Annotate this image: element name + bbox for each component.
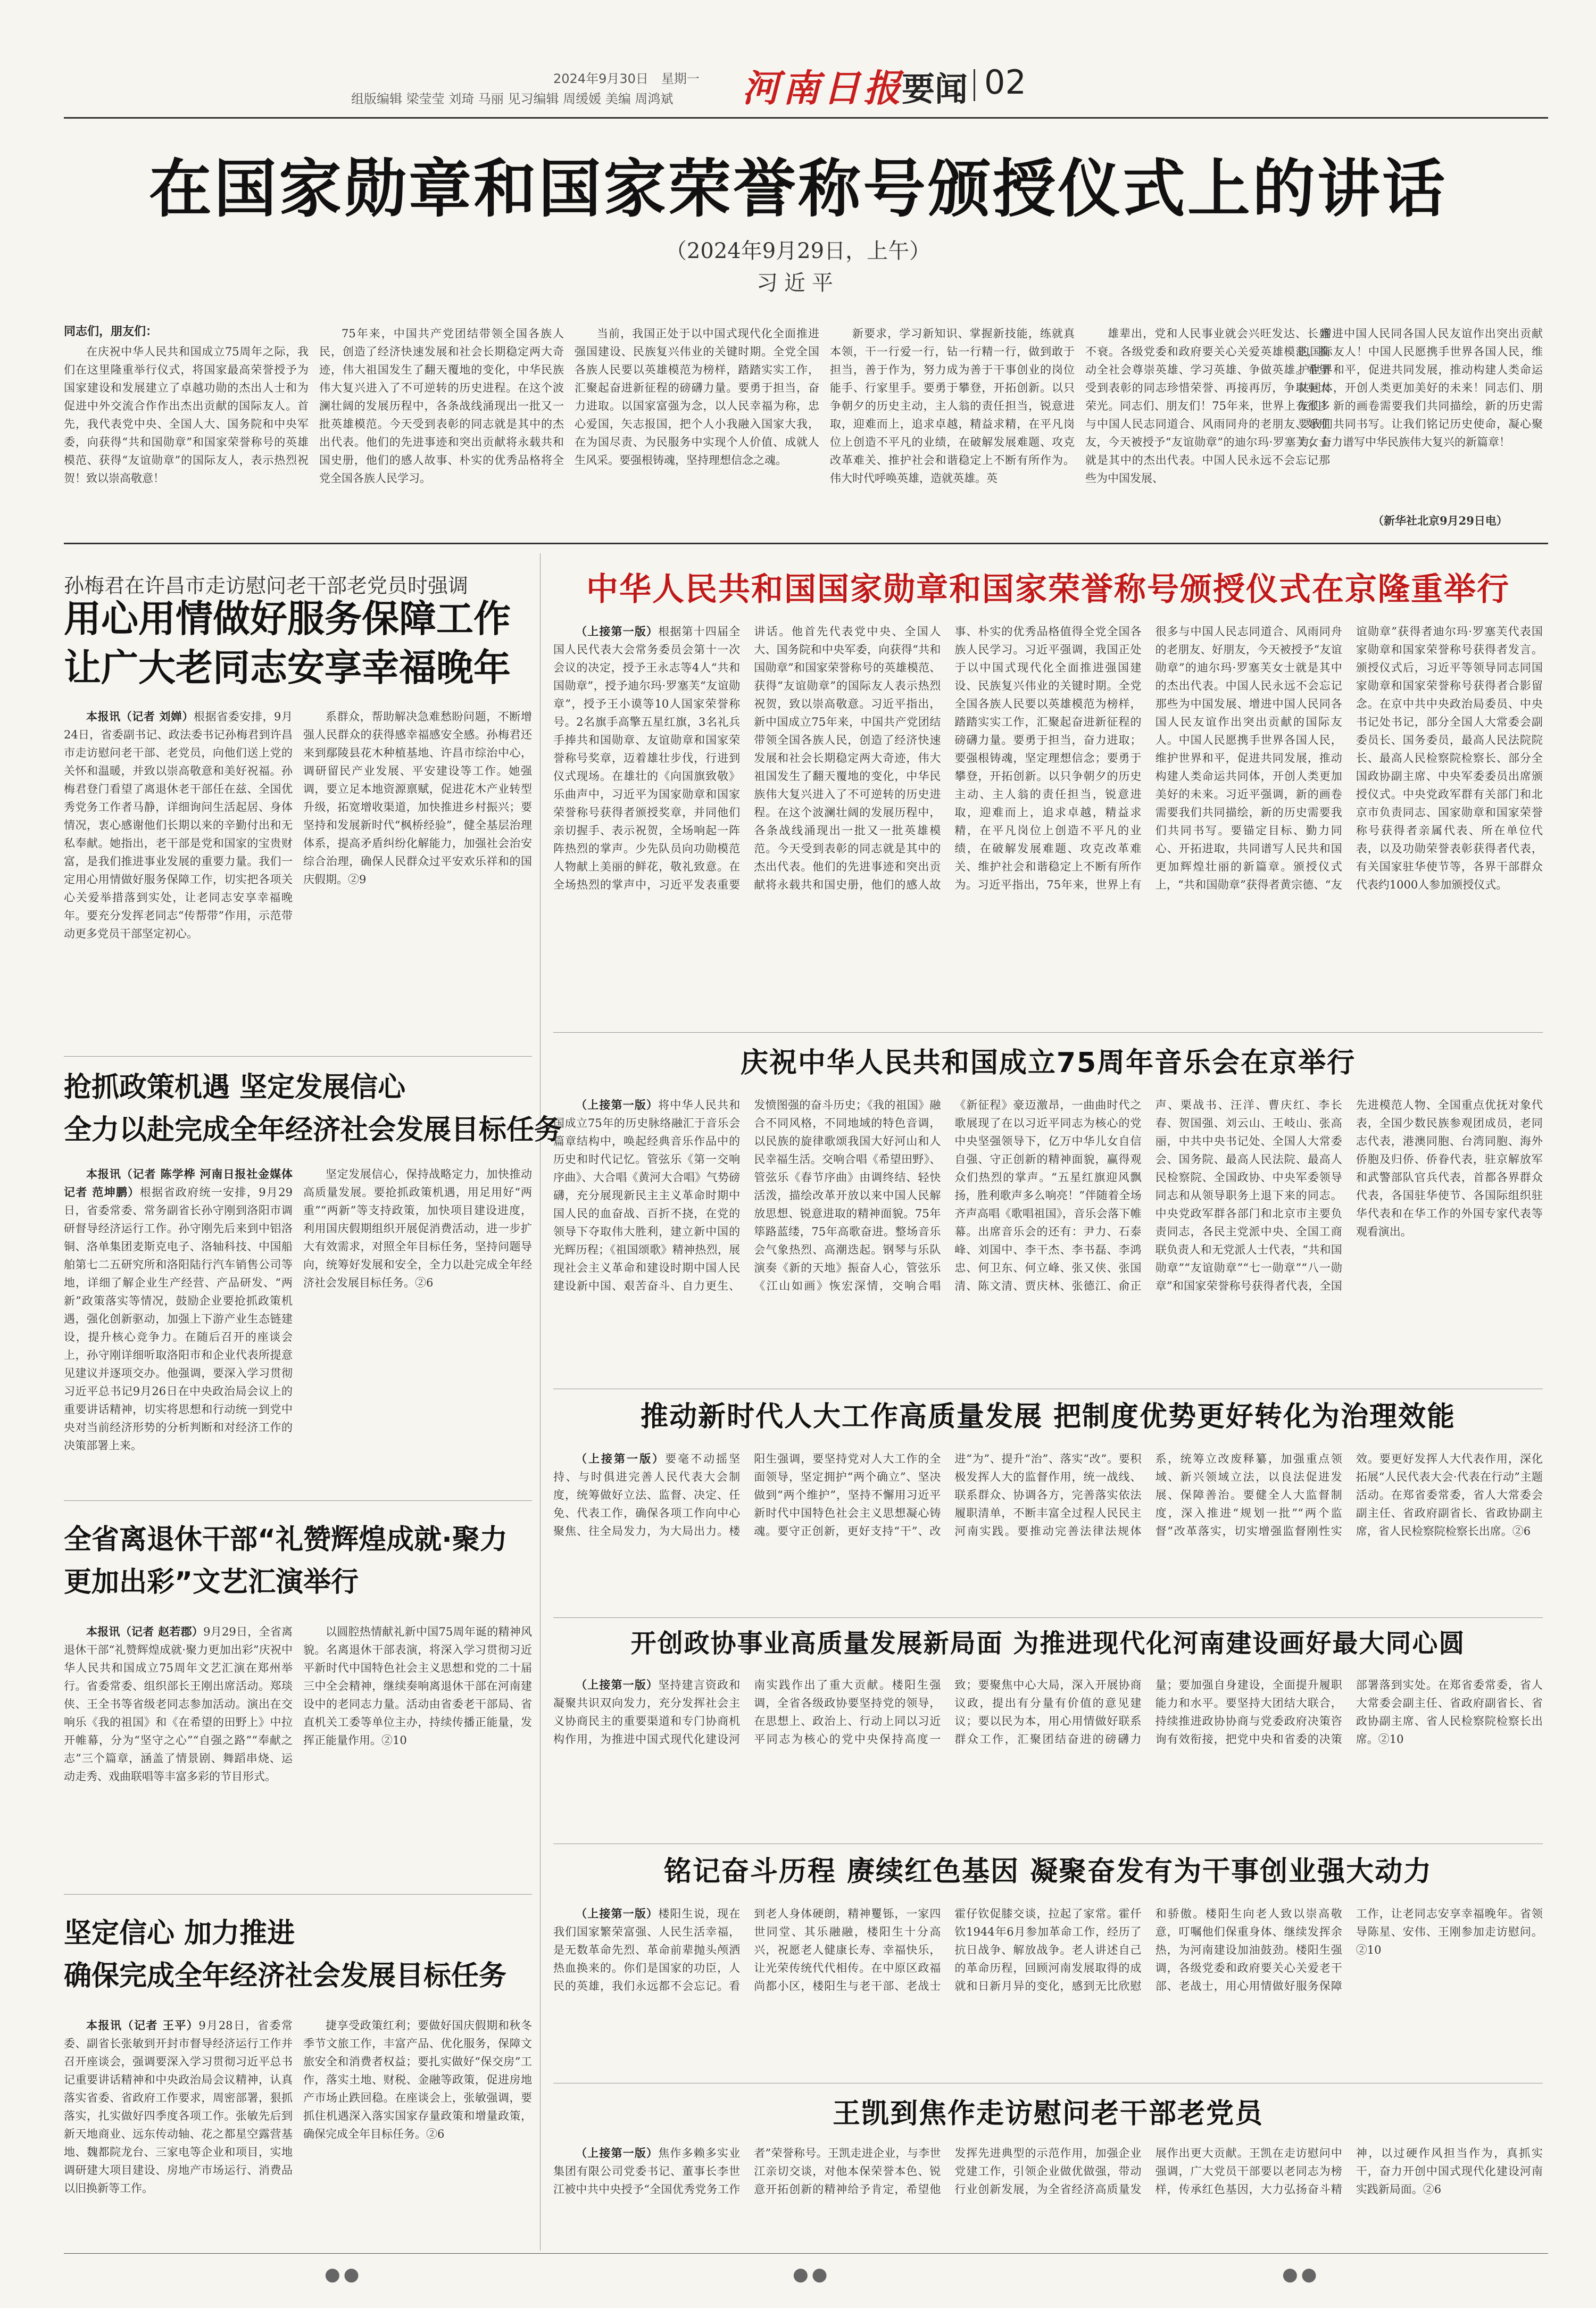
- lead-column-4: 新要求，学习新知识、掌握新技能，练就真本领，干一行爱一行，钻一行精一行，做到敢于担当，善于作为，努力成为善于干事创业的岗位能手、行家里手。要勇于攀登，开拓创新。以只争朝夕的历史主动，主人翁的责任担当，锐意进取，迎难而上，追求卓越，精益求精，在平凡岗位上创造不平凡的业绩，在破解发展难题、攻克改革难关、推护社会和谐稳定上不断有所作为。伟大时代呼唤英雄，造就英雄。英: [830, 327, 1075, 485]
- right4-headline: 开创政协事业高质量发展新局面 为推进现代化河南建设画好最大同心圆: [630, 1629, 1466, 1658]
- right5-text: 楼阳生说，现在我们国家繁荣富强、人民生活幸福，是无数革命先烈、革命前辈抛头颅洒热血换来的。你们是国家的功臣，人民的英雄，我们永远都不会忘记。看到老人身体硬朗，精神矍铄，一家四世同堂、其乐融融，楼阳生十分高兴，祝愿老人健康长寿、幸福快乐，让光荣传统代代相传。在中原区政福尚都小区，楼阳生与老干部、老战士霍仔钦促膝交谈，拉起了家常。霍仟钦1944年6月参加革命工作，经历了抗日战争、解放战争。老人讲述自己的革命历程，回顾河南发展取得的成就和日新月异的变化，感到无比欣慰和骄傲。楼阳生向老人致以崇高敬意，叮嘱他们保重身体、继续发挥余热，为河南建设加油鼓劲。楼阳生强调，各级党委和政府要关心关爱老干部、老战士，用心用情做好服务保障工作，让老同志安享幸福晚年。省领导陈星、安伟、王刚参加走访慰问。②10: [553, 1907, 1543, 1992]
- masthead-divider: [974, 69, 975, 101]
- page-column-divider: [540, 553, 541, 2251]
- page-number: 02: [984, 63, 1026, 102]
- left2-headline-1: 抢抓政策机遇 坚定发展信心: [64, 1072, 406, 1103]
- right5-body: [553, 1905, 1543, 2080]
- right5-dateline: （上接第一版）: [576, 1907, 659, 1920]
- right2-headline: 庆祝中华人民共和国成立75周年音乐会在京举行: [740, 1047, 1356, 1079]
- lead-date: （2024年9月29日，上午）: [665, 239, 931, 263]
- left1-bottom-rule: [64, 1056, 532, 1057]
- right4-text: 坚持建言资政和凝聚共识双向发力，充分发挥社会主义协商民主的重要渠道和专门协商机构作用，为推进中国式现代化建设河南实践作出了重大贡献。楼阳生强调，全省各级政协要坚持党的领导，在思想上、政治上、行动上同以习近平同志为核心的党中央保持高度一致；要聚焦中心大局，深入开展协商议政，提出有分量有价值的意见建议；要以民为本，用心用情做好联系群众工作，汇聚团结奋进的磅礴力量；要加强自身建设，全面提升履职能力和水平。要坚持大团结大联合，持续推进政协协商与党委政府决策咨询有效衔接，把党中央和省委的决策部署落到实处。在郑省委常委，省人大常委会副主任、省政府副省长、省政协副主席、省人民检察院检察长出席。②10: [553, 1679, 1543, 1746]
- right1-text: 根据第十四届全国人民代表大会常务委员会第十一次会议的决定，授予王永志等4人“共和国勋章”，授予迪尔玛·罗塞芙“友谊勋章”，授予王小谟等10人国家荣誉称号。2名旗手高擎五星红旗，3名礼兵手捧共和国勋章、友谊勋章和国家荣誉称号奖章，迈着雄壮步伐，行进到仪式现场。在雄壮的《向国旗致敬》乐曲声中，习近平为国家勋章和国家荣誉称号获得者颁授奖章，并同他们亲切握手、表示祝贺，全场响起一阵阵热烈的掌声。少先队员向功勋模范人物献上美丽的鲜花，敬礼致意。在全场热烈的掌声中，习近平发表重要讲话。他首先代表党中央、全国人大、国务院和中央军委，向获得“共和国勋章”和国家荣誉称号的英雄模范、获得“友谊勋章”的国际友人表示热烈祝贺，致以崇高敬意。习近平指出，新中国成立75年来，中国共产党团结带领全国各族人民，创造了经济快速发展和社会长期稳定两大奇迹，伟大祖国发生了翻天覆地的变化，中华民族伟大复兴进入了不可逆转的历史进程。在这个波澜壮阔的发展历程中，各条战线涌现出一批又一批英雄模范。今天受到表彰的同志就是其中的杰出代表。他们的先进事迹和突出贡献将永载共和国史册，他们的感人故事、朴实的优秀品格值得全党全国各族人民学习。习近平强调，我国正处于以中国式现代化全面推进强国建设、民族复兴伟业的关键时期。全党全国各族人民要以英雄模范为榜样，踏踏实实工作，汇聚起奋进新征程的磅礴力量。要勇于担当，奋力进取；要强根铸魂，坚定理想信念；要勇于攀登，开拓创新。以只争朝夕的历史主动、主人翁的责任担当，锐意进取，迎难而上，追求卓越，精益求精，在平凡岗位上创造不平凡的业绩，在破解发展难题、攻克改革难关、维护社会和谐稳定上不断有所作为。习近平指出，75年来，世界上有很多与中国人民志同道合、风雨同舟的老朋友、好朋友，今天被授予“友谊勋章”的迪尔玛·罗塞芙女士就是其中的杰出代表。中国人民永远不会忘记那些为中国发展、增进中国人民同各国人民友谊作出突出贡献的国际友人。中国人民愿携手世界各国人民，维护世界和平，促进共同发展，推动构建人类命运共同体，开创人类更加美好的未来。习近平强调，新的画卷需要我们共同描绘，新的历史需要我们共同书写。要锚定目标、勤力同心、开拓进取，共同谱写人民共和国更加辉煌壮丽的新篇章。颁授仪式上，“共和国勋章”获得者黄宗德、“友谊勋章”获得者迪尔玛·罗塞芙代表国家勋章和国家荣誉称号获得者发言。颁授仪式后，习近平等领导同志同国家勋章和国家荣誉称号获得者合影留念。在京中共中央政治局委员、中央书记处书记，部分全国人大常委会副委员长、国务委员，最高人民法院院长、最高人民检察院检察长、部分全国政协副主席、中央军委委员出席颁授仪式。中央党政军群有关部门和北京市负责同志、国家勋章和国家荣誉称号获得者亲属代表、所在单位代表，以及功勋荣誉表彰获得者代表，有关国家驻华使节等，各界干部群众代表约1000人参加颁授仪式。: [553, 625, 1543, 891]
- left4-dateline: 本报讯（记者 王平）: [86, 2019, 199, 2032]
- right2-text: 将中华人民共和国成立75年的历史脉络融汇于音乐会篇章结构中，唤起经典音乐作品中的历史和时代记忆。管弦乐《第一交响序曲》、大合唱《黄河大合唱》气势磅礴，充分展现新民主主义革命时期中国人民的血奋战、百折不挠，在党的领导下夺取伟大胜利，建立新中国的光辉历程；《祖国颂歌》精神热烈，展现社会主义革命和建设时期中国人民建设新中国、艰苦奋斗、自力更生、发愤图强的奋斗历史；《我的祖国》融合不同风格，不同地域的特色音调，以民族的旋律歌颂我国大好河山和人民幸福生活。交响合唱《希望田野》、管弦乐《春节序曲》由调终结、轻快活泼，描绘改革开放以来中国人民解放思想、锐意进取的精神面貌。75年筚路蓝缕，75年高歌奋进。整场音乐会气象热烈、高潮迭起。钢琴与乐队演奏《新的天地》振奋人心，管弦乐《江山如画》恢宏深情，交响合唱《新征程》豪迈激昂，一曲曲时代之歌展现了在以习近平同志为核心的党中央坚强领导下，亿万中华儿女自信自强、守正创新的精神面貌，赢得观众们热烈的掌声。“五星红旗迎风飘扬，胜利歌声多么响亮！”伴随着全场齐声高唱《歌唱祖国》，音乐会落下帷幕。出席音乐会的还有：尹力、石泰峰、刘国中、李干杰、李书磊、李鸿忠、何卫东、何立峰、张又侠、张国清、陈文清、贾庆林、张德江、俞正声、栗战书、汪洋、曹庆红、李长春、贺国强、刘云山、王岐山、张高丽，中共中央书记处、全国人大常委会、国务院、最高人民法院、最高人民检察院、全国政协、中央军委领导同志和从领导职务上退下来的同志。中央党政军群各部门和北京市主要负责同志，各民主党派中央、全国工商联负责人和无党派人士代表，“共和国勋章”“友谊勋章”“七一勋章”“八一勋章”和国家荣誉称号获得者代表，全国先进模范人物、全国重点优抚对象代表，全国少数民族参观团成员，老同志代表，港澳同胞、台湾同胞、海外侨胞及归侨、侨眷代表，驻京解放军和武警部队官兵代表，首都各界群众代表，各国驻华使节、各国际组织驻华代表和在华工作的外国专家代表等观看演出。: [553, 1099, 1543, 1292]
- left3-body-2: 以圆腔热情献礼新中国75周年诞的精神风貌。名离退休干部表演，将深入学习贯彻习近平新时代中国特色社会主义思想和党的二十届三中全会精神，继续奏响离退休干部在河南建设中的老同志力量。活动由省委老干部局、省直机关工委等单位主办，持续传播正能量，发挥正能量作用。②10: [303, 1625, 532, 1747]
- right2-dateline: （上接第一版）: [576, 1098, 659, 1111]
- right3-bottom-rule: [553, 1617, 1543, 1618]
- left4-body-2: 捷享受政策红利；要做好国庆假期和秋冬季节文旅工作，丰富产品、优化服务，保障文旅安全和消费者权益；要扎实做好“保交房”工作，落实土地、财税、金融等政策，促进房地产市场止跌回稳。在座谈会上，张敏强调，要抓住机遇深入落实国家存量政策和增量政策，确保完成全年目标任务。②6: [303, 2019, 532, 2140]
- lead-column-5: 雄辈出，党和人民事业就会兴旺发达、长盛不衰。各级党委和政府要关心关爱英雄模范，推动全社会尊崇英雄、学习英雄、争做英雄。希望受到表彰的同志珍惜荣誉、再接再厉，争取更大荣光。同志们、朋友们！75年来，世界上有很多与中国人民志同道合、风雨同舟的老朋友、好朋友，今天被授予“友谊勋章”的迪尔玛·罗塞芙女士就是其中的杰出代表。中国人民永远不会忘记那些为中国发展、: [1085, 327, 1330, 485]
- left2-body-1: [64, 1165, 293, 1490]
- lead-column-2: 75年来，中国共产党团结带领全国各族人民，创造了经济快速发展和社会长期稳定两大奇迹，伟大祖国发生了翻天覆地的变化，中华民族伟大复兴进入了不可逆转的历史进程。在这个波澜壮阔的发展历程中，各条战线涌现出一批又一批英雄模范。今天受到表彰的同志就是其中的杰出代表。他们的先进事迹和突出贡献将永载共和国史册，他们的感人故事、朴实的优秀品格将全党全国各族人民学习。: [319, 327, 564, 485]
- left1-headline-2: 让广大老同志安享幸福晚年: [64, 646, 511, 690]
- left1-dateline: 本报讯（记者 刘婵）: [86, 710, 194, 723]
- left2-bottom-rule: [64, 1500, 532, 1501]
- left3-headline-1: 全省离退休干部“礼赞辉煌成就·聚力: [64, 1524, 508, 1556]
- right3-dateline: （上接第一版）: [576, 1452, 666, 1465]
- left2-text-1: 根据省政府统一安排，9月29日，省委常委、常务副省长孙守刚到洛阳市调研督导经济运行工作。孙守刚先后来到中铝洛铜、洛单集团麦斯克电子、洛轴科技、中国船舶第七二五研究所和洛阳陆行汽车销售公司等地，详细了解企业生产经营、产品研发、“两新”政策落实等情况，鼓励企业要抢抓政策机遇，强化创新驱动，加强上下游产业生态链建设，提升核心竞争力。在随后召开的座谈会上，孙守刚详细听取洛阳市和企业代表所提意见建议并逐项交办。他强调，要深入学习贯彻习近平总书记9月26日在中央政治局会议上的重要讲话精神，切实将思想和行动统一到党中央对当前经济形势的分析判断和对经济工作的决策部署上来。: [64, 1186, 293, 1452]
- lead-bottom-rule: [64, 543, 1548, 544]
- right1-body: [553, 622, 1543, 1027]
- right6-body: [553, 2144, 1543, 2240]
- right6-text: 焦作多赖多实业集团有限公司党委书记、董事长李世江被中共中央授予“全国优秀党务工作者”荣誉称号。王凯走进企业，与李世江亲切交谈，对他本保荣誉本色、锐意开拓创新的精神给予肯定，希望他发挥先进典型的示范作用，加强企业党建工作，引领企业做优做强，带动行业创新发展，为全省经济高质量发展作出更大贡献。王凯在走访慰问中强调，广大党员干部要以老同志为榜样，传承红色基因，大力弘扬奋斗精神，以过硬作风担当作为，真抓实干，奋力开创中国式现代化建设河南实践新局面。②6: [553, 2147, 1543, 2196]
- right1-dateline: （上接第一版）: [576, 625, 659, 638]
- left1-kicker: 孙梅君在许昌市走访慰问老干部老党员时强调: [64, 574, 469, 597]
- lead-column-3: 当前，我国正处于以中国式现代化全面推进强国建设、民族复兴伟业的关键时期。全党全国各族人民要以英雄模范为榜样，踏踏实实工作，汇聚起奋进新征程的磅礴力量。要勇于担当，奋力进取。以国家富强为念，以人民幸福为称，忠心爱国，矢志报国，把个人小我融入国家大我，在为国尽责、为民服务中实现个人价值、成就人生风采。要强根铸魂，坚持理想信念之魂。: [575, 327, 819, 467]
- lead-greeting: 同志们，朋友们：: [64, 325, 158, 338]
- masthead-rule: [64, 117, 1548, 119]
- footer-rule: [64, 2253, 1548, 2254]
- right2-body: [553, 1096, 1543, 1383]
- right3-headline: 推动新时代人大工作高质量发展 把制度优势更好转化为治理效能: [640, 1401, 1456, 1433]
- left4-text-1: 9月28日，省委常委、副省长张敏到开封市督导经济运行工作并召开座谈会，强调要深入学习贯彻习近平总书记重要讲话精神和中央政治局会议精神，认真落实省委、省政府工作要求，周密部署，狠抓落实，扎实做好四季度各项工作。张敏先后到新天地商业、远东传动轴、花之都星空露营基地、魏都院龙台、三家电等企业和项目，实地调研建大项目建设、房地产市场运行、消费品以旧换新等工作。: [64, 2019, 293, 2195]
- editor-credits: 组版编辑 梁莹莹 刘琦 马丽 见习编辑 周缓媛 美编 周鸿斌: [351, 92, 674, 106]
- left2-headline-2: 全力以赴完成全年经济社会发展目标任务: [64, 1114, 562, 1146]
- right1-headline: 中华人民共和国国家勋章和国家荣誉称号颁授仪式在京隆重举行: [586, 571, 1510, 608]
- left1-headline-1: 用心用情做好服务保障工作: [64, 597, 511, 641]
- footer-dots-left: ●●: [325, 2264, 363, 2285]
- left2-dateline: 本报讯（记者 陈学桦 河南日报社金媒体记者 范坤鹏）: [64, 1167, 293, 1199]
- issue-date: 2024年9月30日 星期一: [553, 71, 700, 86]
- left4-headline-2: 确保完成全年经济社会发展目标任务: [64, 1960, 507, 1992]
- section-name: 要闻: [902, 70, 968, 109]
- right6-dateline: （上接第一版）: [576, 2146, 659, 2160]
- left2-body-2: 坚定发展信心，保持战略定力，加快推动高质量发展。要抢抓政策机遇，用足用好“两重”“两新”等支持政策，加快项目建设进度，利用国庆假期组织开展促消费活动，进一步扩大有效需求，对照全年目标任务，坚持问题导向，统筹好发展和安全，全力以赴完成全年经济社会发展目标任务。②6: [303, 1168, 532, 1289]
- footer-dots-middle: ●●: [793, 2264, 831, 2285]
- lead-column-6: 增进中国人民同各国人民友谊作出突出贡献的国际友人！中国人民愿携手世界各国人民，维护世界和平，促进共同发展，推动构建人类命运共同体，开创人类更加美好的未来！同志们、朋友们！新的画卷需要我们共同描绘，新的历史需要我们共同书写。让我们铭记历史使命，凝心聚力，奋力谱写中华民族伟大复兴的新篇章！: [1298, 327, 1543, 449]
- right3-text: 要毫不动摇坚持、与时俱进完善人民代表大会制度，统筹做好立法、监督、决定、任免、代表工作，确保各项工作向中心聚焦、往全局发力，为大局出力。楼阳生强调，要坚持党对人大工作的全面领导，坚定拥护“两个确立”、坚决做到“两个维护”，坚持不懈用习近平新时代中国特色社会主义思想凝心铸魂。要守正创新，更好支持“干”、改进“为”、提升“治”、落实“改”。要积极发挥人大的监督作用，统一战线、联系群众、协调各方，完善落实依法履职清单，不断丰富全过程人民民主河南实践。要推动完善法律法规体系，统筹立改废释纂，加强重点领域、新兴领域立法，以良法促进发展、保障善治。要健全人大监督制度，深入推进“规划一批”“两个监督”改革落实，切实增强监督刚性实效。要更好发挥人大代表作用，深化拓展“人民代表大会·代表在行动”主题活动。在郑省委常委，省人大常委会副主任、省政府副省长、省政协副主席，省人民检察院检察长出席。②6: [553, 1452, 1543, 1538]
- lead-column-1: 在庆祝中华人民共和国成立75周年之际，我们在这里隆重举行仪式，将国家最高荣誉授予为国家建设和发展建立了卓越功勋的杰出人士和为促进中外交流合作作出杰出贡献的国际友人。首先，我代表党中央、全国人大、国务院和中央军委，向获得“共和国勋章”和国家荣誉称号的英雄模范、获得“友谊勋章”的国际友人，表示热烈祝贺！致以崇高敬意！: [64, 345, 309, 485]
- lead-credit: （新华社北京9月29日电）: [1373, 514, 1508, 527]
- left3-headline-2: 更加出彩”文艺汇演举行: [64, 1566, 359, 1598]
- left1-body-1: [64, 708, 293, 1048]
- left4-headline-1: 坚定信心 加力推进: [64, 1917, 295, 1949]
- right4-dateline: （上接第一版）: [576, 1678, 659, 1691]
- left1-body-2: 系群众，帮助解决急难愁盼问题，不断增强人民群众的获得感幸福感安全感。孙梅君还来到鄢陵县花木种植基地、许昌市综治中心，调研留民产业发展、平安建设等工作。她强调，要立足本地资源禀赋，促进花木产业转型升级，拓宽增收渠道，加快推进乡村振兴；要坚持和发展新时代“枫桥经验”，健全基层治理体系，提高矛盾纠纷化解能力，加强社会治安综合治理，确保人民群众过平安欢乐祥和的国庆假期。②9: [303, 710, 532, 886]
- left4-body-1: [64, 2016, 293, 2240]
- right4-body: [553, 1676, 1543, 1841]
- right3-body: [553, 1450, 1543, 1615]
- left1-text-1: 根据省委安排，9月24日，省委副书记、政法委书记孙梅君到许昌市走访慰问老干部、老党员，向他们送上党的关怀和温暖，并致以崇高敬意和美好祝福。孙梅君登门看望了离退休老干部任在兹、全国优秀党务工作者马静，详细询问生活起居、身体情况，衷心感谢他们长期以来的辛勤付出和无私奉献。她指出，老干部是党和国家的宝贵财富，是我们推进事业发展的重要力量。我们一定用心用情做好服务保障工作，切实把各项关心关爱举措落到实处，让老同志安享幸福晚年。要充分发挥老同志“传帮带”作用，示范带动更多党员干部坚定初心。: [64, 710, 293, 940]
- footer-dots-right: ●●: [1282, 2264, 1320, 2285]
- right1-bottom-rule: [553, 1032, 1543, 1033]
- right6-headline: 王凯到焦作走访慰问老干部老党员: [832, 2098, 1264, 2130]
- left3-text-1: 9月29日，全省离退休干部“礼赞辉煌成就·聚力更加出彩”庆祝中华人民共和国成立75周年文艺汇演在郑州举行。省委常委、组织部长王刚出席活动。郑琰侠、王全书等省级老同志参加活动。演出在交响乐《我的祖国》和《在希望的田野上》中拉开帷幕，分为“坚守之心”“自强之路”“奉献之志”三个篇章，涵盖了情景剧、舞蹈串烧、运动走秀、戏曲联唱等丰富多彩的节目形式。: [64, 1625, 293, 1783]
- left3-body-1: [64, 1623, 293, 1852]
- left3-dateline: 本报讯（记者 赵若郡）: [86, 1625, 204, 1638]
- lead-author: 习近平: [757, 271, 839, 295]
- right5-headline: 铭记奋斗历程 赓续红色基因 凝聚奋发有为干事创业强大动力: [663, 1856, 1433, 1888]
- left3-bottom-rule: [64, 1894, 532, 1895]
- lead-headline: 在国家勋章和国家荣誉称号颁授仪式上的讲话: [148, 152, 1447, 226]
- newspaper-logo: 河南日报: [742, 66, 904, 110]
